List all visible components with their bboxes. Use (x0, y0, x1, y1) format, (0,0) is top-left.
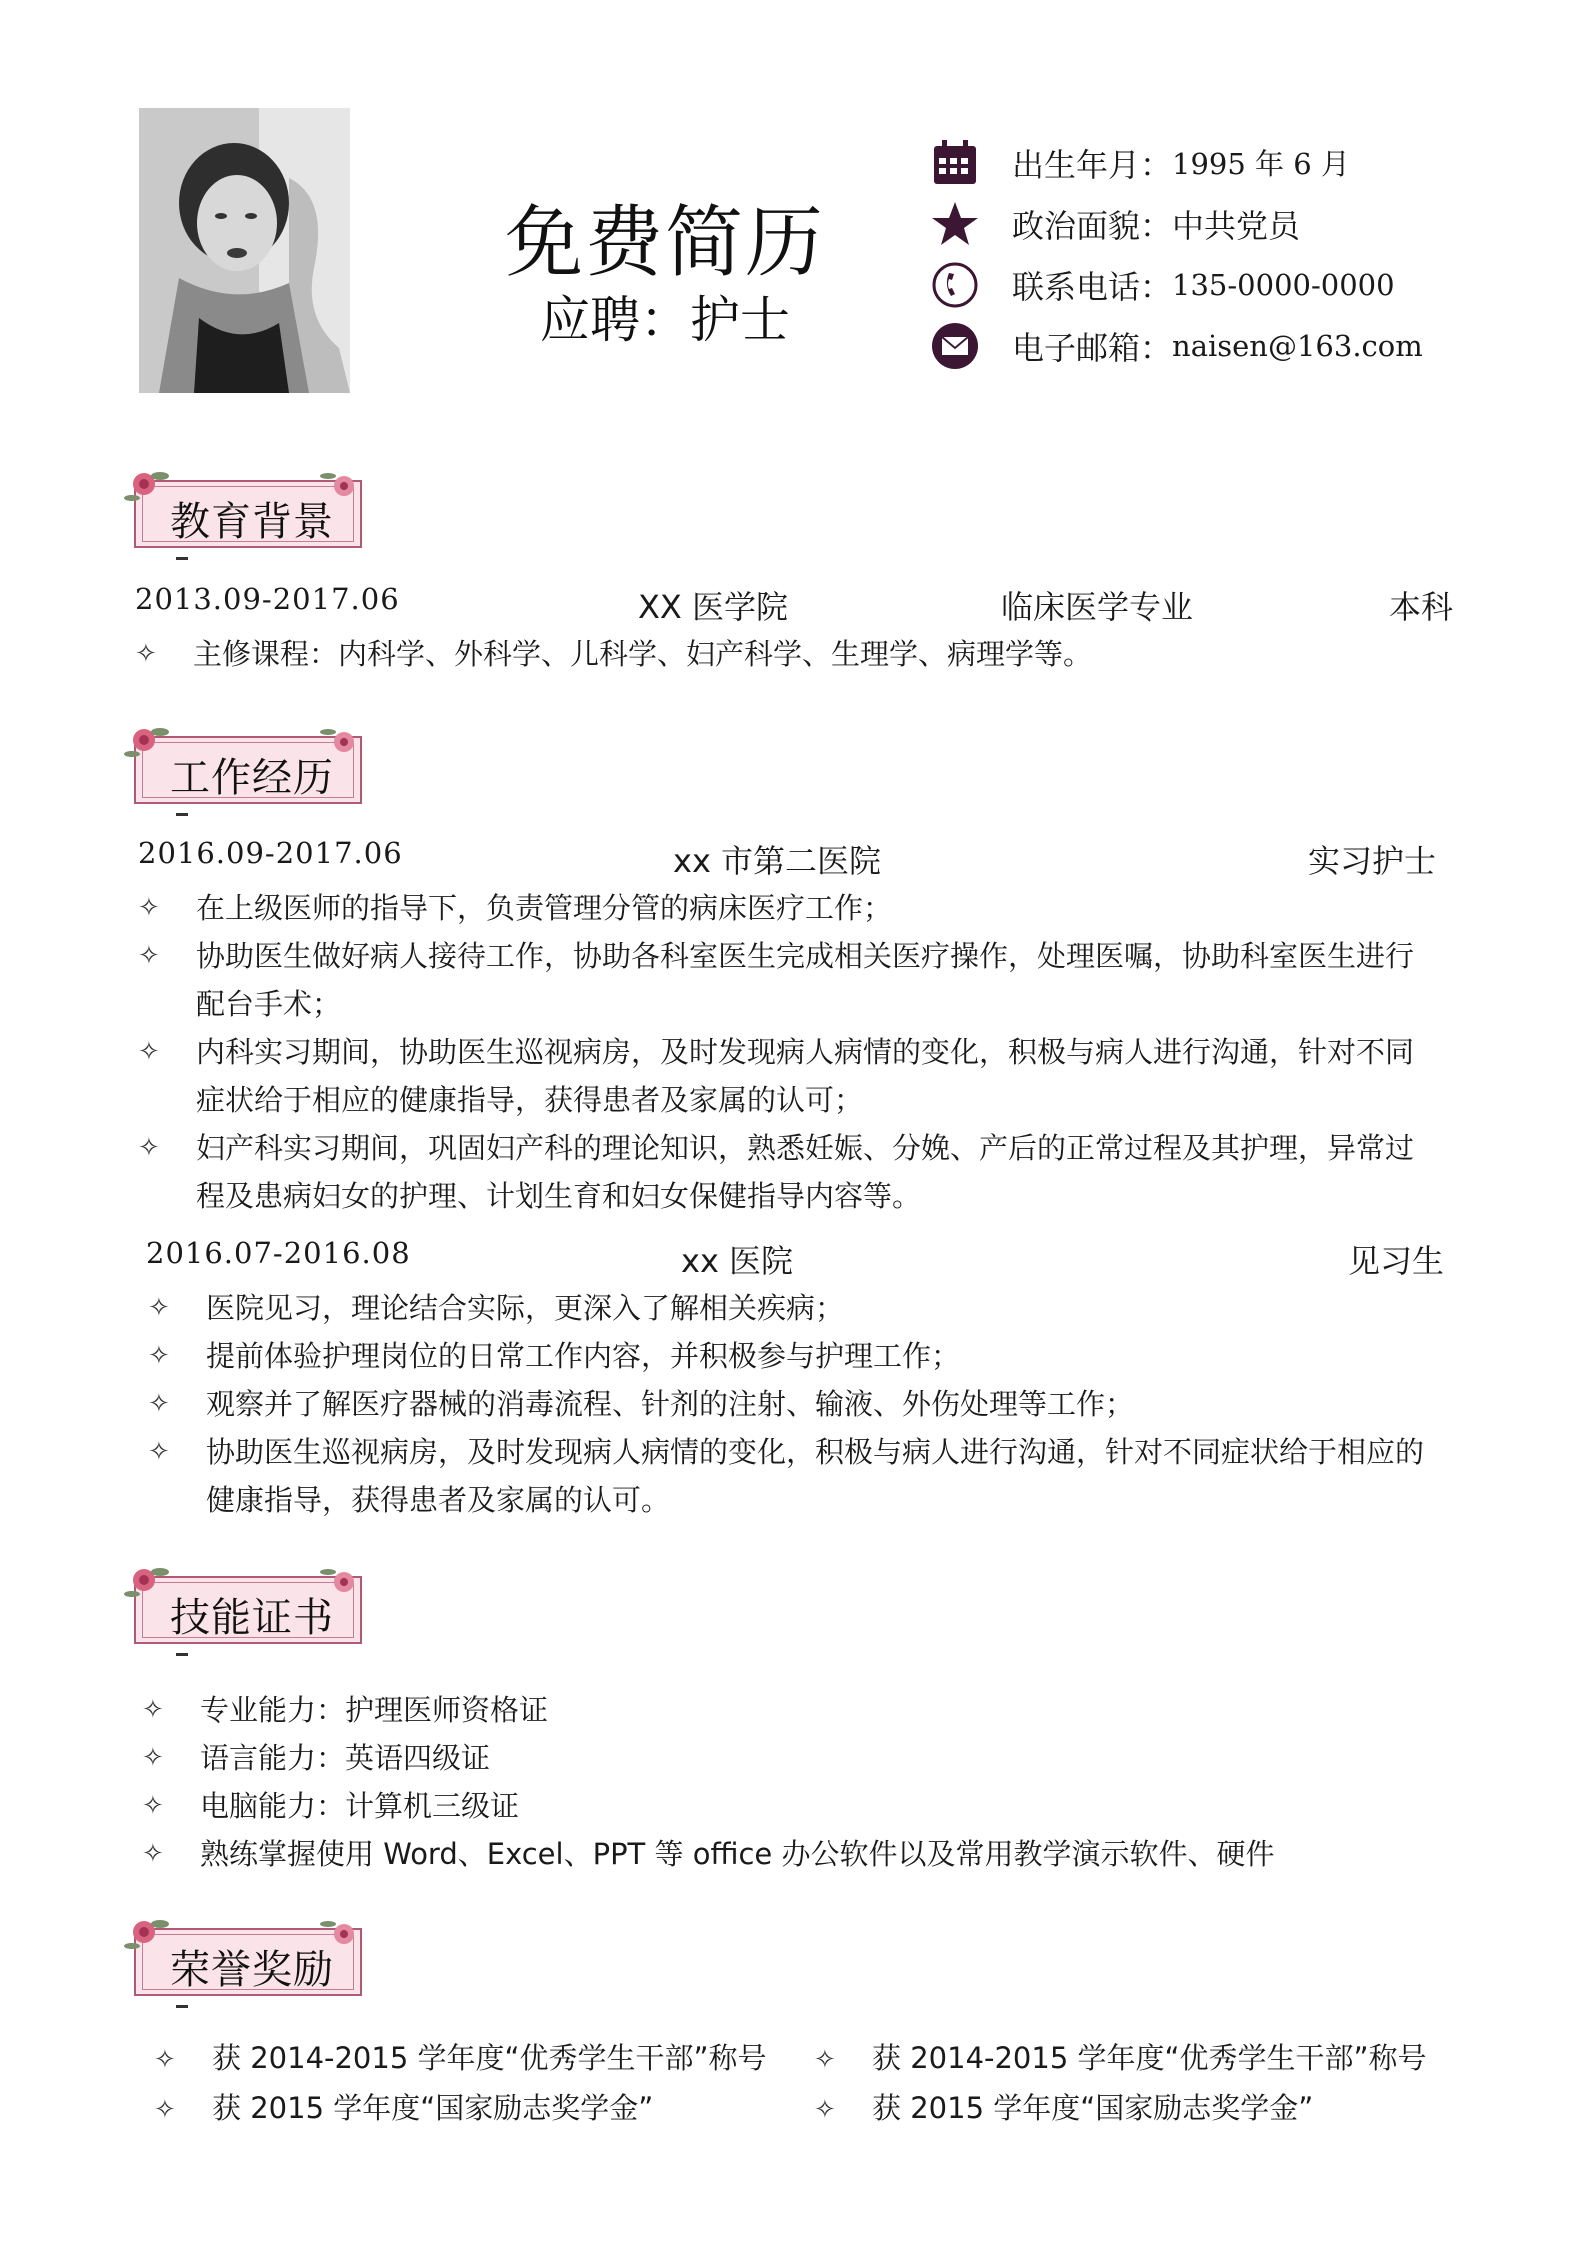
list-item: ✧ 语言能力：英语四级证 (142, 1734, 1472, 1782)
contact-label: 联系电话： (1012, 267, 1173, 306)
contact-birth (928, 132, 1528, 193)
bullet-star-icon: ✧ (138, 1037, 160, 1067)
education-major: 临床医学专业 (1001, 588, 1194, 626)
flower-decoration-icon (124, 466, 170, 506)
section-title: 教育背景 (170, 499, 334, 545)
section-heading-education (124, 466, 364, 560)
section-title: 技能证书 (170, 1595, 334, 1641)
list-item: ✧ 在上级医师的指导下，负责管理分管的病床医疗工作； (138, 884, 1468, 932)
award-item: ✧ 获 2015 学年度“国家励志奖学金” (814, 2091, 1314, 2125)
education-date: 2013.09-2017.06 (135, 582, 400, 616)
contact-label: 出生年月： (1012, 145, 1173, 184)
bullet-star-icon: ✧ (142, 1839, 164, 1869)
list-item: ✧ 专业能力：护理医师资格证 (142, 1686, 1472, 1734)
list-item: ✧ 电脑能力：计算机三级证 (142, 1782, 1472, 1830)
job-target: 应聘：护士 (540, 291, 790, 349)
page-title: 免费简历 (504, 198, 825, 288)
list-item: ✧ 主修课程：内科学、外科学、儿科学、妇产科学、生理学、病理学等。 (135, 630, 1435, 678)
job-entry-2 (146, 1236, 1466, 1280)
contact-email (928, 315, 1528, 376)
profile-photo (139, 108, 350, 393)
list-item: ✧ 提前体验护理岗位的日常工作内容，并积极参与护理工作； (148, 1332, 1478, 1380)
bullet-star-icon: ✧ (148, 1437, 170, 1467)
bullet-star-icon: ✧ (138, 893, 160, 923)
bullet-star-icon: ✧ (142, 1743, 164, 1773)
list-item-continued: 配台手术； (196, 987, 342, 1021)
section-heading-honors (124, 1914, 364, 2008)
bullet-star-icon: ✧ (814, 2045, 836, 2075)
bullet-star-icon: ✧ (138, 1133, 160, 1163)
contact-value: 135-0000-0000 (1172, 267, 1395, 302)
contact-value: naisen@163.com (1172, 328, 1423, 363)
bullet-star-icon: ✧ (148, 1389, 170, 1419)
section-title: 荣誉奖励 (170, 1947, 334, 1993)
list-item-continued: 健康指导，获得患者及家属的认可。 (206, 1483, 671, 1517)
award-row (154, 2086, 1454, 2136)
list-item: ✧ 观察并了解医疗器械的消毒流程、针剂的注射、输液、外伤处理等工作； (148, 1380, 1478, 1428)
flower-decoration-icon (124, 1914, 170, 1954)
job-date: 2016.07-2016.08 (146, 1236, 411, 1270)
flower-decoration-icon (124, 722, 170, 762)
section-heading-work (124, 722, 364, 816)
award-item: ✧ 获 2014-2015 学年度“优秀学生干部”称号 (154, 2041, 767, 2075)
contact-value: 中共党员 (1172, 206, 1301, 245)
education-school: XX 医学院 (638, 588, 789, 626)
list-item-continued: 程及患病妇女的护理、计划生育和妇女保健指导内容等。 (196, 1179, 922, 1213)
bullet-star-icon: ✧ (148, 1293, 170, 1323)
job-2-bullets (148, 1284, 1478, 1524)
list-item: ✧ 协助医生巡视病房，及时发现病人病情的变化，积极与病人进行沟通，针对不同症状给于相应的 (148, 1428, 1478, 1476)
section-heading-skills (124, 1562, 364, 1656)
contact-label: 电子邮箱： (1012, 328, 1173, 367)
skills-bullets (142, 1686, 1472, 1878)
contact-politics (928, 193, 1528, 254)
list-item-continued: 症状给于相应的健康指导，获得患者及家属的认可； (196, 1083, 864, 1117)
bullet-star-icon: ✧ (142, 1695, 164, 1725)
award-row (154, 2036, 1454, 2086)
job-date: 2016.09-2017.06 (138, 836, 403, 870)
bullet-star-icon: ✧ (135, 639, 157, 669)
honors-list (154, 2036, 1454, 2136)
education-entry (135, 582, 1455, 626)
job-1-bullets (138, 884, 1468, 1220)
bullet-star-icon: ✧ (154, 2095, 176, 2125)
flower-decoration-icon (124, 1562, 170, 1602)
job-org: xx 市第二医院 (673, 842, 882, 880)
job-org: xx 医院 (681, 1242, 794, 1280)
job-role: 见习生 (1348, 1242, 1445, 1280)
contact-phone (928, 254, 1528, 315)
calendar-icon (928, 136, 982, 190)
portrait-image (139, 108, 350, 393)
section-title: 工作经历 (170, 755, 334, 801)
bullet-star-icon: ✧ (154, 2045, 176, 2075)
contact-label: 政治面貌： (1012, 206, 1173, 245)
job-entry-1 (138, 836, 1458, 880)
bullet-star-icon: ✧ (142, 1791, 164, 1821)
education-bullets (135, 630, 1435, 678)
bullet-star-icon: ✧ (148, 1341, 170, 1371)
bullet-star-icon: ✧ (138, 941, 160, 971)
bullet-star-icon: ✧ (814, 2095, 836, 2125)
list-item: ✧ 内科实习期间，协助医生巡视病房，及时发现病人病情的变化，积极与病人进行沟通，针对不同 (138, 1028, 1468, 1076)
job-role: 实习护士 (1308, 842, 1437, 880)
contact-info (928, 132, 1528, 376)
list-item: ✧ 医院见习，理论结合实际，更深入了解相关疾病； (148, 1284, 1478, 1332)
award-item: ✧ 获 2014-2015 学年度“优秀学生干部”称号 (814, 2041, 1427, 2075)
contact-value: 1995 年 6 月 (1172, 147, 1350, 181)
mail-icon (928, 319, 982, 373)
list-item: ✧ 熟练掌握使用 Word、Excel、PPT 等 office 办公软件以及常用教学演示软件、硬件 (142, 1830, 1472, 1878)
star-icon (928, 197, 982, 251)
list-item: ✧ 协助医生做好病人接待工作，协助各科室医生完成相关医疗操作，处理医嘱，协助科室医生进行 (138, 932, 1468, 980)
education-degree: 本科 (1389, 588, 1454, 626)
phone-icon (928, 258, 982, 312)
award-item: ✧ 获 2015 学年度“国家励志奖学金” (154, 2091, 654, 2125)
list-item: ✧ 妇产科实习期间，巩固妇产科的理论知识，熟悉妊娠、分娩、产后的正常过程及其护理，异常过 (138, 1124, 1468, 1172)
